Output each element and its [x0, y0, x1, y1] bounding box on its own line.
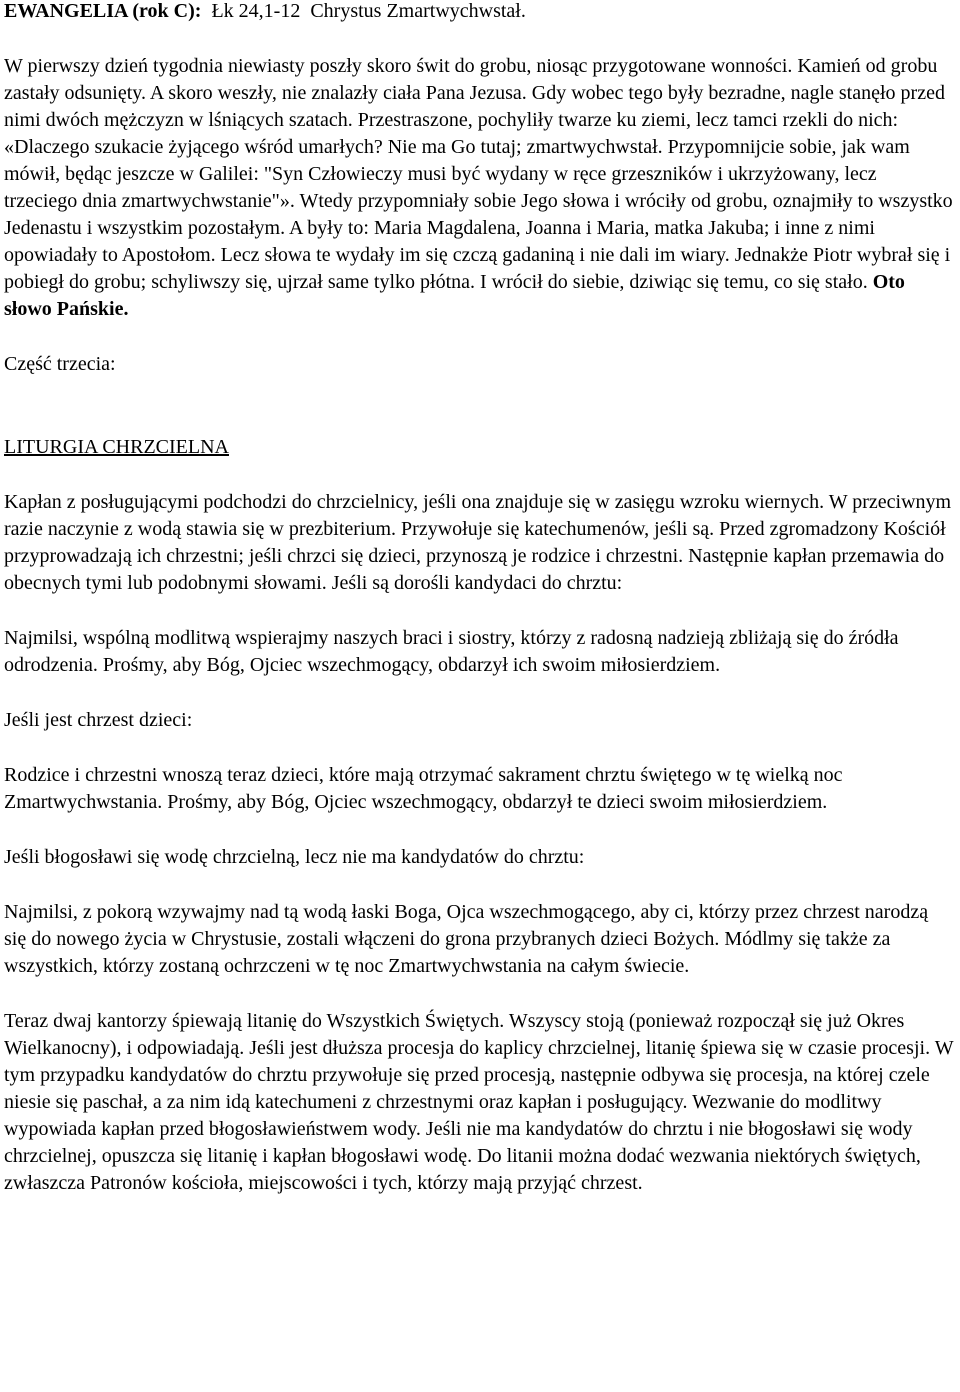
- gospel-header-label: EWANGELIA (rok C):: [4, 0, 202, 22]
- paragraph-intro: Kapłan z posługującymi podchodzi do chrzcielnicy, jeśli ona znajduje się w zasięgu wzroku wiernych. W przeciwnym razie naczynie z wodą stawia się w prezbiterium. Przywołuje się katechumenów, jeśli są. Przed zgromadzony Kościół przyprowadzają ich chrzestni; jeśli chrzci się dzieci, przynoszą je rodzice i chrzestni. Następnie kapłan przemawia do obecnych tymi lub podobnymi słowami. Jeśli są dorośli kandydaci do chrztu:: [4, 491, 952, 594]
- paragraph-litany: Teraz dwaj kantorzy śpiewają litanię do Wszystkich Świętych. Wszyscy stoją (ponieważ rozpoczął się już Okres Wielkanocny), i odpowiadają. Jeśli jest dłuższa procesja do kaplicy chrzcielnej, litanię śpiewa się w czasie procesji. W tym przypadku kandydatów do chrztu przywołuje się przed procesją, następnie odbywa się procesja, na której czele niesie się paschał, a za nim idą katechumeni z chrzestnymi oraz kapłan i posługujący. Wezwanie do modlitwy wypowiada kapłan przed błogosławieństwem wody. Jeśli nie ma kandydatów do chrztu i nie błogosławi się wody chrzcielnej, opuszcza się litanię i kapłan błogosławi wodę. Do litanii można dodać wezwania niektórych świętych, zwłaszcza Patronów kościoła, miejscowości i tych, którzy mają przyjąć chrzest.: [4, 1010, 954, 1194]
- gospel-title: Chrystus Zmartwychwstał.: [310, 0, 526, 22]
- gospel-reference: Łk 24,1-12: [211, 0, 301, 22]
- paragraph-water: Najmilsi, z pokorą wzywajmy nad tą wodą łaski Boga, Ojca wszechmogącego, aby ci, którzy przez chrzest narodzą się do nowego życia w Chrystusie, zostali włączeni do grona przybranych dzieci Bożych. Módlmy się także za wszystkich, którzy zostaną ochrzczeni w tę noc Zmartwychwstania na całym świecie.: [4, 901, 929, 977]
- paragraph-adults: Najmilsi, wspólną modlitwą wspierajmy naszych braci i siostry, którzy z radosną nadzieją zbliżają się do źródła odrodzenia. Prośmy, aby Bóg, Ojciec wszechmogący, obdarzył ich swoim miłosierdziem.: [4, 627, 899, 676]
- paragraph-children-label: Jeśli jest chrzest dzieci:: [4, 709, 193, 731]
- paragraph-children: Rodzice i chrzestni wnoszą teraz dzieci, które mają otrzymać sakrament chrztu świętego w tę wielką noc Zmartwychwstania. Prośmy, aby Bóg, Ojciec wszechmogący, obdarzył te dzieci swoim miłosierdziem.: [4, 764, 843, 813]
- paragraph-water-label: Jeśli błogosławi się wodę chrzcielną, lecz nie ma kandydatów do chrztu:: [4, 846, 585, 868]
- gospel-header: [4, 0, 954, 25]
- gospel-body: W pierwszy dzień tygodnia niewiasty poszły skoro świt do grobu, niosąc przygotowane wonności. Kamień od grobu zastały odsunięty. A skoro weszły, nie znalazły ciała Pana Jezusa. Gdy wobec tego były bezradne, nagle stanęło przed nimi dwóch mężczyzn w lśniących szatach. Przestraszone, pochyliły twarze ku ziemi, lecz tamci rzekli do nich: «Dlaczego szukacie żyjącego wśród umarłych? Nie ma Go tutaj; zmartwychwstał. Przypomnijcie sobie, jak wam mówił, będąc jeszcze w Galilei: "Syn Człowieczy musi być wydany w ręce grzeszników i ukrzyżowany, lecz trzeciego dnia zmartwychwstanie"». Wtedy przypomniały sobie Jego słowa i wróciły od grobu, oznajmiły to wszystko Jedenastu i wszystkim pozostałym. A były to: Maria Magdalena, Joanna i Maria, matka Jakuba; i inne z nimi opowiadały to Apostołom. Lecz słowa te wydały im się czczą gadaniną i nie dali im wiary. Jednakże Piotr wybrał się i pobiegł do grobu; schyliwszy się, ujrzał same tylko płótna. I wrócił do siebie, dziwiąc się temu, co się stało.: [4, 55, 953, 293]
- gospel-closing: Oto słowo Pańskie.: [4, 271, 905, 320]
- part-label: Część trzecia:: [4, 353, 116, 375]
- section-title-text: LITURGIA CHRZCIELNA: [4, 436, 229, 458]
- gospel-text: [4, 53, 954, 323]
- section-title: [4, 434, 954, 461]
